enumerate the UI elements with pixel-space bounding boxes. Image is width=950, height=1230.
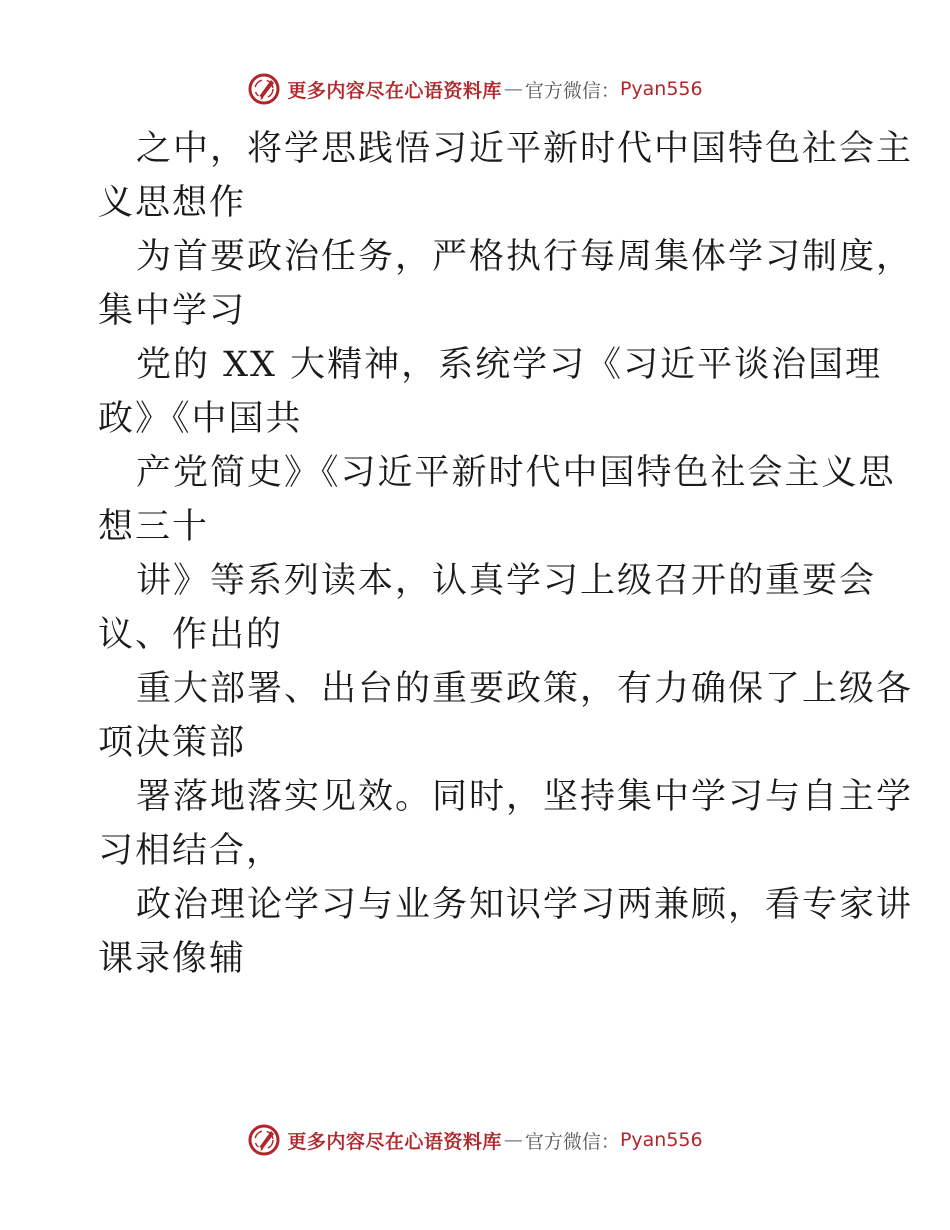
text-line: 想三十 (98, 507, 210, 547)
text-line: 项决策部 (98, 723, 247, 763)
banner-dash: — (503, 1129, 523, 1151)
text-line: 义思想作 (98, 183, 247, 223)
text-line: 集中学习 (98, 291, 247, 331)
text-line: 习相结合， (98, 831, 284, 871)
banner-wechat-label: 官方微信： (524, 79, 620, 102)
pen-nib-logo-icon (247, 1123, 281, 1157)
banner-wechat-id: Pyan556 (619, 1129, 703, 1151)
header-banner (0, 72, 950, 106)
text-line: 重大部署、出台的重要政策，有力确保了上级各 (136, 669, 914, 709)
banner-main-text: 更多内容尽在心语资料库 (287, 1130, 502, 1153)
text-line: 署落地落实见效。同时，坚持集中学习与自主学 (136, 777, 914, 817)
text-line: 课录像辅 (98, 939, 247, 979)
pen-nib-logo-icon (247, 72, 281, 106)
text-line: 讲》等系列读本，认真学习上级召开的重要会 (136, 561, 877, 601)
banner-main-text: 更多内容尽在心语资料库 (287, 79, 502, 102)
text-line: 产党简史》《习近平新时代中国特色社会主义思 (136, 453, 896, 493)
document-body (98, 122, 914, 986)
banner-wechat-label: 官方微信： (524, 1130, 620, 1153)
banner-dash: — (503, 78, 523, 100)
text-line: 之中，将学思践悟习近平新时代中国特色社会主 (136, 129, 914, 169)
text-line: 议、作出的 (98, 615, 284, 655)
text-line: 政治理论学习与业务知识学习两兼顾，看专家讲 (136, 885, 914, 925)
banner-wechat-id: Pyan556 (619, 78, 703, 100)
text-line: 党的 XX 大精神，系统学习《习近平谈治国理 (136, 345, 883, 385)
footer-banner (0, 1123, 950, 1157)
text-line: 为首要政治任务，严格执行每周集体学习制度， (136, 237, 914, 277)
text-line: 政》《中国共 (98, 399, 303, 439)
